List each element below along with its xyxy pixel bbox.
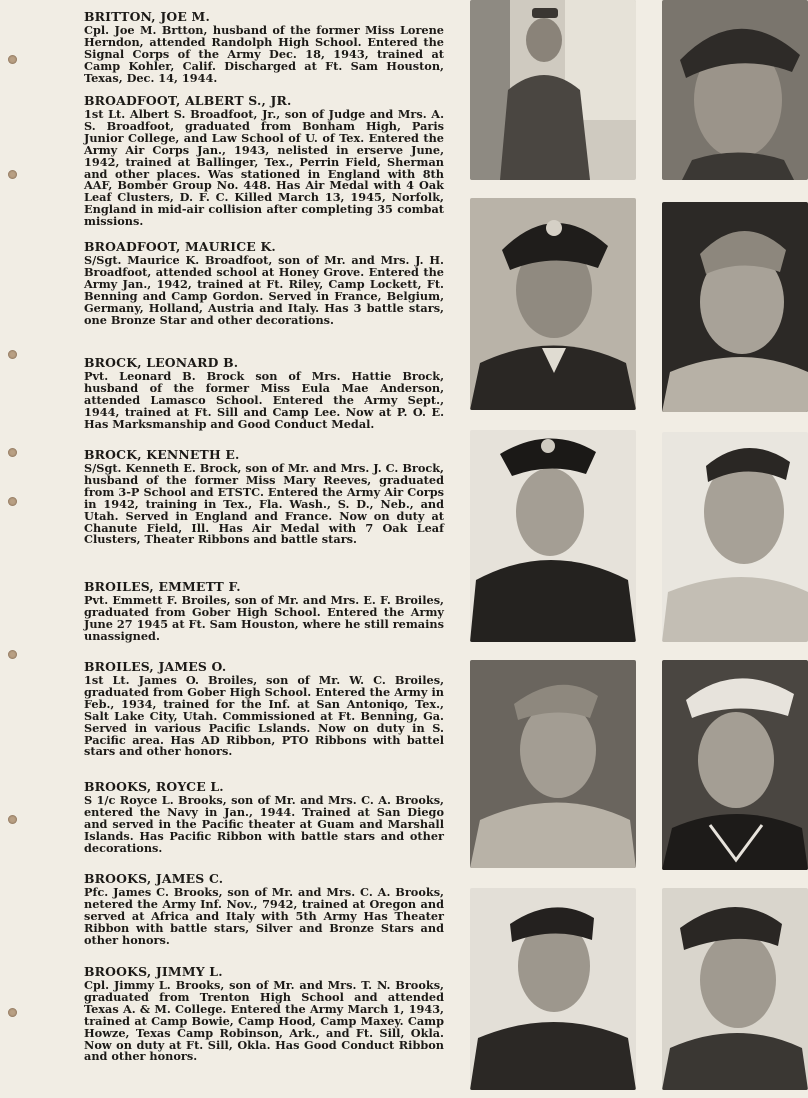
binder-hole	[8, 55, 17, 64]
bio-entry	[84, 872, 444, 947]
bio-text: Cpl. Joe M. Brtton, husband of the former Miss Lorene Herndon, attended Randolph High School. Entered the Signal Corps of the Army Dec. 18, 1943, trained at Camp Kohler, Calif. Discharged at Ft. Sam Houston, Texas, Dec. 14, 1944.	[84, 23, 444, 85]
bio-entry	[84, 356, 444, 431]
bio-entry	[84, 240, 444, 326]
soldier-name: BROADFOOT, MAURICE K.	[84, 239, 276, 254]
soldier-name: BROCK, LEONARD B.	[84, 355, 239, 370]
bio-text: 1st Lt. James O. Broiles, son of Mr. W. C. Broiles, graduated from Gober High School. Entered the Army in Feb., 1934, trained for the Inf. at San Antoniqo, Tex., Salt Lake City, Utah. Commissioned at Ft. Benning, Ga. Served in various Pacific Lslands. Now on duty in S. Pacific area. Has AD Ribbon, PTO Ribbons with battel stars and other honors.	[84, 673, 444, 759]
soldier-name: BROOKS, ROYCE L.	[84, 779, 224, 794]
soldier-name: BROILES, EMMETT F.	[84, 579, 241, 594]
bio-text: S/Sgt. Kenneth E. Brock, son of Mr. and Mrs. J. C. Brock, husband of the former Miss Mary Reeves, graduated from 3-P School and ETSTC. Entered the Army Air Corps in 1942, training in Tex., Fla. Wash., S. D., Neb., and Utah. Served in England and France. Now on duty at Chanute Field, Ill. Has Air Medal with 7 Oak Leaf Clusters, Theater Ribbons and battle stars.	[84, 461, 444, 547]
binder-hole	[8, 350, 17, 359]
soldier-name: BRITTON, JOE M.	[84, 9, 210, 24]
bio-entry	[84, 660, 444, 758]
soldier-name: BROADFOOT, ALBERT S., JR.	[84, 93, 292, 108]
bio-text: Pvt. Emmett F. Broiles, son of Mr. and Mrs. E. F. Broiles, graduated from Gober High School. Entered the Army June 27 1945 at Ft. Sam Houston, where he still remains unassigned.	[84, 593, 444, 643]
bio-text: Pvt. Leonard B. Brock son of Mrs. Hattie Brock, husband of the former Miss Eula Mae Anderson, attended Lamasco School. Entered the Army Sept., 1944, trained at Ft. Sill and Camp Lee. Now at P. O. E. Has Marksmanship and Good Conduct Medal.	[84, 369, 444, 431]
portrait-photo	[470, 430, 636, 642]
bio-entry	[84, 780, 444, 855]
binder-hole	[8, 497, 17, 506]
portrait-photo	[662, 202, 808, 412]
bio-entry	[84, 580, 444, 643]
binder-hole	[8, 170, 17, 179]
portrait-photo	[662, 432, 808, 642]
soldier-name: BROOKS, JAMES C.	[84, 871, 224, 886]
portrait-photo	[470, 0, 636, 180]
soldier-name: BROOKS, JIMMY L.	[84, 964, 223, 979]
portrait-photo	[470, 888, 636, 1090]
portrait-photo	[662, 888, 808, 1090]
portrait-photo	[470, 660, 636, 868]
bio-entry	[84, 965, 444, 1063]
binder-hole	[8, 448, 17, 457]
binder-hole	[8, 650, 17, 659]
bio-text: 1st Lt. Albert S. Broadfoot, Jr., son of Judge and Mrs. A. S. Broadfoot, graduated from Bonham High, Paris Junior College, and Law School of U. of Tex. Entered the Army Air Corps Jan., 1943, nelisted in erserve June, 1942, trained at Ballinger, Tex., Perrin Field, Sherman and other places. Was stationed in England with 8th AAF, Bomber Group No. 448. Has Air Medal with 4 Oak Leaf Clusters, D. F. C. Killed March 13, 1945, Norfolk, England in mid-air collision after completing 35 combat missions.	[84, 107, 444, 229]
portrait-photo	[470, 198, 636, 410]
bio-text: Pfc. James C. Brooks, son of Mr. and Mrs. C. A. Brooks, netered the Army Inf. Nov., 7942, trained at Oregon and served at Africa and Italy with 5th Army Has Theater Ribbon with battle stars, Silver and Bronze Stars and other honors.	[84, 885, 444, 947]
soldier-name: BROCK, KENNETH E.	[84, 447, 240, 462]
portrait-photo	[662, 0, 808, 180]
soldier-name: BROILES, JAMES O.	[84, 659, 227, 674]
bio-entry	[84, 10, 444, 85]
bio-text: Cpl. Jimmy L. Brooks, son of Mr. and Mrs. T. N. Brooks, graduated from Trenton High School and attended Texas A. & M. College. Entered the Army March 1, 1943, trained at Camp Bowie, Camp Hood, Camp Maxey. Camp Howze, Texas Camp Robinson, Ark., and Ft. Sill, Okla. Now on duty at Ft. Sill, Okla. Has Good Conduct Ribbon and other honors.	[84, 978, 444, 1064]
bio-text: S 1/c Royce L. Brooks, son of Mr. and Mrs. C. A. Brooks, entered the Navy in Jan., 1944. Trained at San Diego and served in the Pacific theater at Guam and Marshall Islands. Has Pacific Ribbon with battle stars and other decorations.	[84, 793, 444, 855]
bio-entry	[84, 448, 444, 546]
bio-text: S/Sgt. Maurice K. Broadfoot, son of Mr. and Mrs. J. H. Broadfoot, attended school at Honey Grove. Entered the Army Jan., 1942, trained at Ft. Riley, Camp Lockett, Ft. Benning and Camp Gordon. Served in France, Belgium, Germany, Holland, Austria and Italy. Has 3 battle stars, one Bronze Star and other decorations.	[84, 253, 444, 327]
binder-hole	[8, 1008, 17, 1017]
portrait-photo	[662, 660, 808, 870]
bio-entry	[84, 94, 444, 228]
binder-hole	[8, 815, 17, 824]
binder-holes	[0, 0, 30, 1098]
